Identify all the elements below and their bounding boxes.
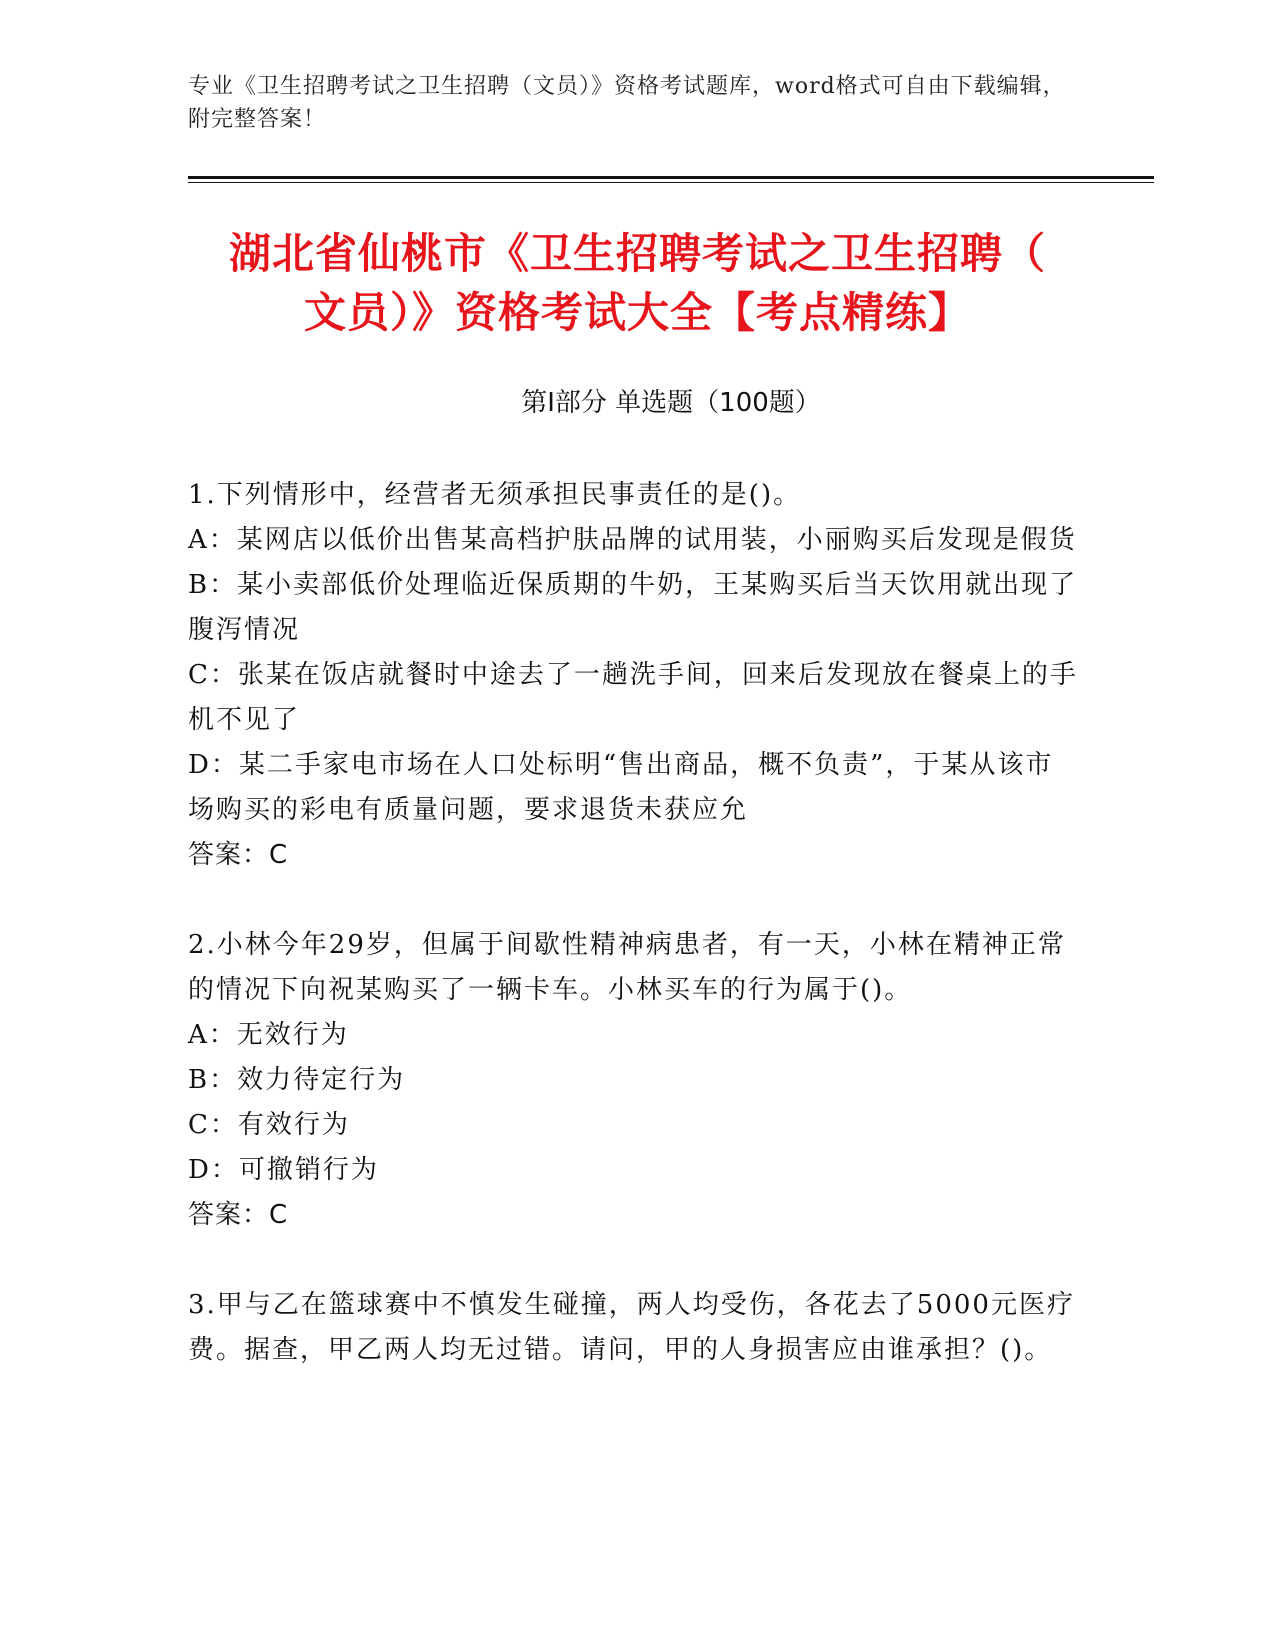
question-stem: 3.甲与乙在篮球赛中不慎发生碰撞，两人均受伤，各花去了5000元医疗费。据查，甲乙两人均无过错。请问，甲的人身损害应由谁承担？()。 [188,1290,1075,1365]
document-title [160,224,1115,342]
question-answer: 答案：C [188,1200,289,1230]
question-1 [188,473,1078,878]
document-title-line-2: 文员）》资格考试大全【考点精练】 [303,288,971,337]
question-stem: 2.小林今年29岁，但属于间歇性精神病患者，有一天，小林在精神正常的情况下向祝某购买了一辆卡车。小林买车的行为属于()。 [188,930,1066,1005]
header-divider-thin [188,182,1154,183]
document-title-line-1: 湖北省仙桃市《卫生招聘考试之卫生招聘（ [228,229,1046,278]
question-2 [188,923,1078,1238]
header-divider-thick [188,176,1154,179]
question-option-a: A：无效行为 [188,1020,349,1050]
question-option-d: D：可撤销行为 [188,1155,379,1185]
question-option-b: B：效力待定行为 [188,1065,406,1095]
question-answer: 答案：C [188,840,289,870]
question-option-a: A：某网店以低价出售某高档护肤品牌的试用装，小丽购买后发现是假货 [188,525,1077,555]
question-3 [188,1283,1078,1373]
question-option-c: C：有效行为 [188,1110,350,1140]
question-stem: 1.下列情形中，经营者无须承担民事责任的是()。 [188,480,802,510]
header-note: 专业《卫生招聘考试之卫生招聘（文员）》资格考试题库，word格式可自由下载编辑，附完整答案！ [188,74,1066,132]
section-title: 第Ⅰ部分 单选题（100题） [521,388,821,418]
question-option-b: B：某小卖部低价处理临近保质期的牛奶，王某购买后当天饮用就出现了腹泻情况 [188,570,1078,645]
question-list [188,473,1078,1418]
question-option-c: C：张某在饭店就餐时中途去了一趟洗手间，回来后发现放在餐桌上的手机不见了 [188,660,1078,735]
question-option-d: D：某二手家电市场在人口处标明“售出商品，概不负责”，于某从该市场购买的彩电有质量问题，要求退货未获应允 [188,750,1054,825]
